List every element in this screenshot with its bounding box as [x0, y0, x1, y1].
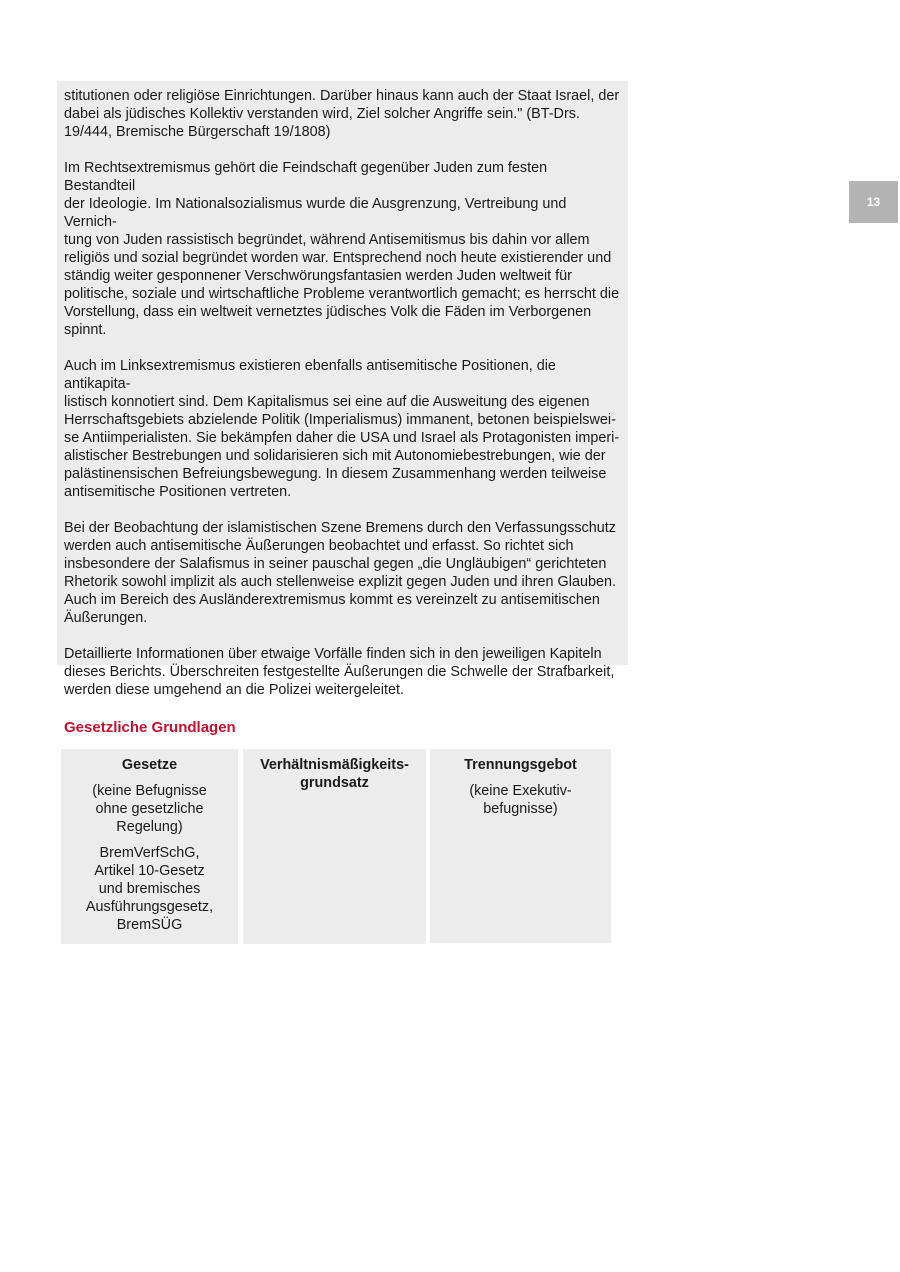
paragraph-right-wing-extremism: Im Rechtsextremismus gehört die Feindschaft gegenüber Juden zum festen Bestandteil der Ideologie. Im Nationalsozialismus wurde die Ausgrenzung, Vertreibung und Vernich- tung von Juden rassistisch begründet, während Antisemitismus bis dahin vor allem religiös und sozial begründet worden war. Entsprechend noch heute existierender und ständig weiter gesponnener Verschwörungsfantasien werden Juden weltweit für politische, soziale und wirtschaftliche Probleme verantwortlich gemacht; es herrscht die Vorstellung, dass ein weltweit vernetztes jüdisches Volk die Fäden im Verborgenen spinnt.	[64, 160, 620, 338]
page-number-tab	[849, 181, 898, 223]
paragraph-intro-quote: stitutionen oder religiöse Einrichtungen. Darüber hinaus kann auch der Staat Israel, der dabei als jüdisches Kollektiv verstanden wird, Ziel solcher Angriffe sein." (BT-Drs. 19/444, Bremische Bürgerschaft 19/1808)	[64, 88, 620, 140]
paragraph-left-wing-extremism: Auch im Linksextremismus existieren ebenfalls antisemitische Positionen, die antikapita- listisch konnotiert sind. Dem Kapitalismus sei eine auf die Ausweitung des eigenen Herrschaftsgebiets abzielende Politik (Imperialismus) immanent, betonen beispielswei- se Antiimperialisten. Sie bekämpfen daher die USA und Israel als Protagonisten imperi- alistischer Bestrebungen und solidarisieren sich mit Autonomiebestrebungen, wie der palästinensischen Befreiungsbewegung. In diesem Zusammenhang werden teilweise antisemitische Positionen vertreten.	[64, 358, 620, 500]
legal-pillar-separation	[430, 749, 611, 943]
section-heading: Gesetzliche Grundlagen	[64, 719, 236, 736]
pillar-title: Trennungsgebot	[464, 757, 577, 773]
legal-pillar-laws	[61, 749, 238, 944]
pillar-title: Verhältnismäßigkeits- grundsatz	[260, 757, 409, 791]
paragraph-detailed-information: Detaillierte Informationen über etwaige Vorfälle finden sich in den jeweiligen Kapiteln dieses Berichts. Überschreiten festgestellte Äußerungen die Schwelle der Strafbarkeit, werden diese umgehend an die Polizei weitergeleitet.	[64, 646, 615, 698]
pillar-text: (keine Exekutiv- befugnisse)	[469, 783, 572, 817]
paragraph-islamism: Bei der Beobachtung der islamistischen Szene Bremens durch den Verfassungsschutz werden auch antisemitische Äußerungen beobachtet und erfasst. So richtet sich insbesondere der Salafismus in seiner pauschal gegen „die Ungläubigen“ gerichteten Rhetorik sowohl implizit als auch stellenweise explizit gegen Juden und ihren Glauben. Auch im Bereich des Ausländerextremismus kommt es vereinzelt zu antisemitischen Äußerungen.	[64, 520, 616, 626]
page-number: 13	[866, 195, 881, 209]
pillar-title: Gesetze	[121, 757, 178, 773]
highlight-text-box	[57, 81, 628, 698]
pillar-text: BremVerfSchG, Artikel 10-Gesetz und bremisches Ausführungsgesetz, BremSÜG	[85, 845, 214, 933]
pillar-text: (keine Befugnisse ohne gesetzliche Regelung)	[92, 783, 207, 835]
legal-pillar-proportionality	[243, 749, 426, 944]
